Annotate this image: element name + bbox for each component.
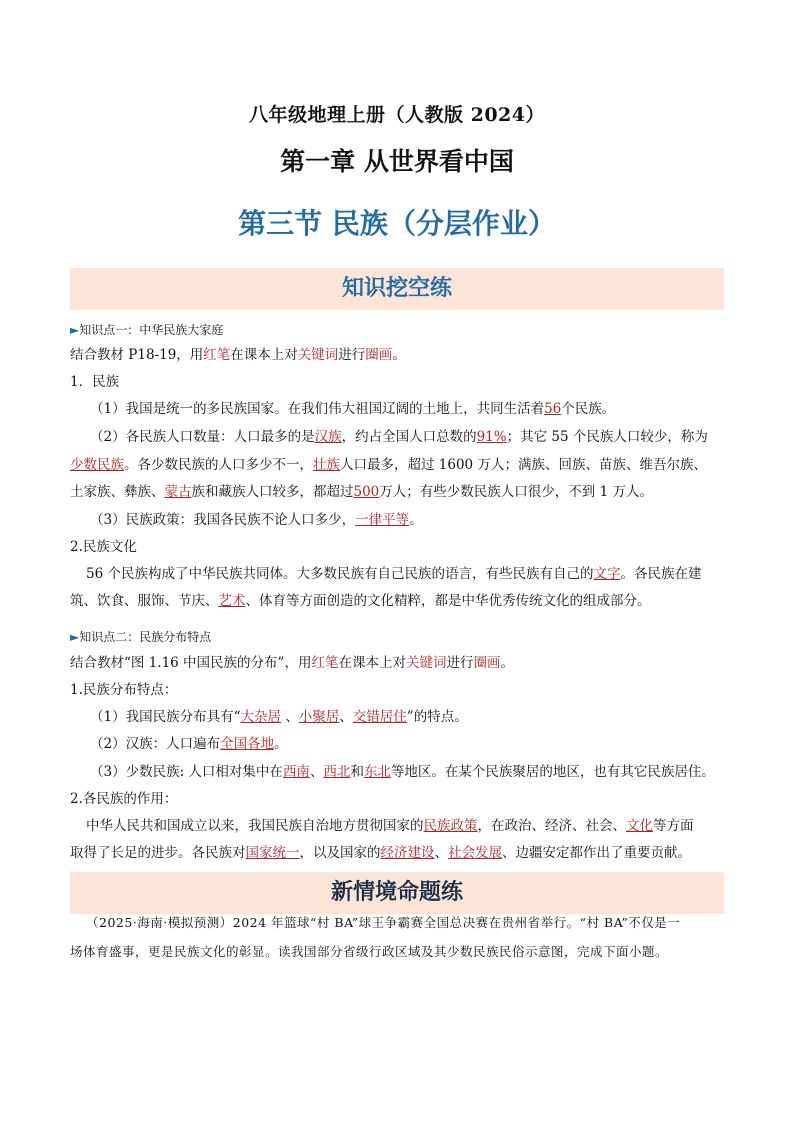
answer-blank: 全国各地 — [220, 736, 275, 752]
kp2-roles-line-1 — [86, 816, 746, 836]
text: 56 个民族构成了中华民族共同体。大多数民族有自己民族的语言，有些民族有自己的 — [86, 566, 594, 582]
answer-blank: 大杂居 — [240, 709, 281, 725]
answer-blank: 西北 — [323, 764, 351, 780]
answer-blank: 社会发展 — [448, 845, 502, 861]
answer-blank: 少数民族 — [70, 457, 124, 473]
question-stem-line-1: （2025·海南·模拟预测）2024 年篮球“村 BA”球王争霸赛全国总决赛在贵州省举行。“村 BA”不仅是一 — [86, 915, 681, 930]
text: 个民族。 — [561, 401, 616, 417]
answer-blank: 小聚居 — [298, 709, 340, 725]
text: 等地区。在某个民族聚居的地区，也有其它民族居住。 — [390, 764, 715, 780]
kp2-heading-roles: 2.各民族的作用： — [70, 791, 178, 807]
text: 等方面 — [653, 818, 694, 834]
knowledge-point-2-heading — [70, 627, 730, 647]
triangle-bullet-icon: ► — [70, 323, 80, 337]
answer-blank: 文字 — [593, 566, 621, 582]
kp1-title: 知识点一：中华民族大家庭 — [79, 323, 224, 337]
text: 、边疆安定都作出了重要贡献。 — [502, 845, 691, 861]
text: 、 — [434, 845, 448, 861]
answer-blank: 国家统一 — [245, 845, 300, 861]
kp1-culture-line-2 — [70, 591, 730, 611]
text: 在课本上对 — [230, 347, 298, 363]
answer-blank: 文化 — [626, 818, 653, 834]
kp1-item-2 — [90, 427, 750, 447]
kp2-item-2 — [90, 734, 750, 754]
text: 、体育等方面创造的文化精粹，都是中华优秀传统文化的组成部分。 — [245, 593, 651, 609]
answer-blank: 汉族 — [314, 429, 342, 445]
text: 、 — [309, 764, 324, 780]
text: （2）汉族：人口遍布 — [90, 736, 221, 752]
kp1-item-1 — [90, 399, 750, 419]
kp2-heading-distribution: 1.民族分布特点： — [70, 682, 178, 698]
highlight: 圈画 — [473, 655, 501, 671]
text: 中华人民共和国成立以来，我国民族自治地方贯彻国家的 — [86, 818, 424, 834]
banner-knowledge-fill: 知识挖空练 — [70, 268, 724, 310]
text: 。 — [500, 655, 514, 671]
grade-title: 八年级地理上册（人教版 2024） — [249, 104, 545, 126]
highlight: 圈画 — [365, 347, 393, 363]
triangle-bullet-icon: ► — [70, 630, 80, 644]
highlight: 红笔 — [203, 347, 231, 363]
text: ，在政治、经济、社会、 — [477, 818, 626, 834]
text: 。 — [392, 347, 406, 363]
answer-blank: 民族政策 — [423, 818, 478, 834]
banner-new-context: 新情境命题练 — [70, 872, 724, 914]
text: 和 — [350, 764, 364, 780]
kp1-heading-ethnic: 1．民族 — [70, 374, 120, 390]
kp2-title: 知识点二：民族分布特点 — [79, 630, 212, 644]
kp1-culture-line-1 — [86, 564, 746, 584]
highlight: 红笔 — [311, 655, 339, 671]
kp1-item-2-line-3 — [70, 482, 730, 502]
text: （3）民族政策：我国各民族不论人口多少， — [90, 512, 356, 528]
text: （1）我国是统一的多民族国家。在我们伟大祖国辽阔的土地上，共同生活着 — [90, 401, 545, 417]
section-title: 第三节 民族（分层作业） — [238, 207, 556, 240]
text: 。 — [274, 736, 288, 752]
text: 结合教材 P18-19，用 — [70, 347, 204, 363]
text: 。各少数民族的人口多少不一， — [124, 457, 313, 473]
answer-blank: 艺术 — [218, 593, 246, 609]
answer-blank: 西南 — [282, 764, 310, 780]
text: （3）少数民族: 人口相对集中在 — [90, 764, 283, 780]
kp2-roles-line-2 — [70, 843, 730, 863]
text: 进行 — [446, 655, 474, 671]
highlight: 关键词 — [405, 655, 447, 671]
question-stem-line-2: 场体育盛事，更是民族文化的彰显。读我国部分省级行政区域及其少数民族民俗示意图，完成下面小题。 — [70, 944, 669, 959]
text: 、 — [339, 709, 353, 725]
highlight: 关键词 — [297, 347, 339, 363]
knowledge-point-1-heading — [70, 320, 730, 340]
text: （1）我国民族分布具有“ — [90, 709, 241, 725]
kp1-item-2-line-2 — [70, 455, 730, 475]
text: 万人；有些少数民族人口很少，不到 1 万人。 — [379, 484, 653, 500]
text: 筑、饮食、服饰、节庆、 — [70, 593, 219, 609]
kp1-item-3 — [90, 510, 750, 530]
answer-blank: 500 — [353, 484, 380, 500]
chapter-title: 第一章 从世界看中国 — [280, 147, 514, 176]
kp1-intro — [70, 345, 730, 365]
answer-blank: 东北 — [363, 764, 391, 780]
text: 、 — [281, 709, 299, 725]
answer-blank: 壮族 — [313, 457, 340, 473]
kp2-intro — [70, 653, 730, 673]
answer-blank: 一律平等 — [355, 512, 410, 528]
text: 人口最多，超过 1600 万人；满族、回族、苗族、维吾尔族、 — [340, 457, 707, 473]
text: 在课本上对 — [338, 655, 406, 671]
answer-blank: 91% — [476, 429, 507, 445]
text: ，以及国家的 — [299, 845, 381, 861]
text: 结合教材“图 1.16 中国民族的分布”，用 — [70, 655, 312, 671]
answer-blank: 经济建设 — [380, 845, 435, 861]
text: 取得了长足的进步。各民族对 — [70, 845, 246, 861]
kp2-item-3 — [90, 762, 750, 782]
text: 族和藏族人口较多，都超过 — [191, 484, 354, 500]
text: 。各民族在建 — [620, 566, 702, 582]
answer-blank: 56 — [544, 401, 562, 417]
kp2-item-1 — [90, 707, 750, 727]
kp1-heading-culture: 2.民族文化 — [70, 539, 137, 555]
answer-blank: 交错居住 — [352, 709, 407, 725]
text: （2）各民族人口数量：人口最多的是 — [90, 429, 315, 445]
text: ；其它 55 个民族人口较少，称为 — [506, 429, 708, 445]
text: 进行 — [338, 347, 366, 363]
text: ，约占全国人口总数的 — [341, 429, 477, 445]
text: 土家族、彝族、 — [70, 484, 165, 500]
text: 。 — [409, 512, 423, 528]
text: ”的特点。 — [406, 709, 468, 725]
answer-blank: 蒙古 — [164, 484, 192, 500]
